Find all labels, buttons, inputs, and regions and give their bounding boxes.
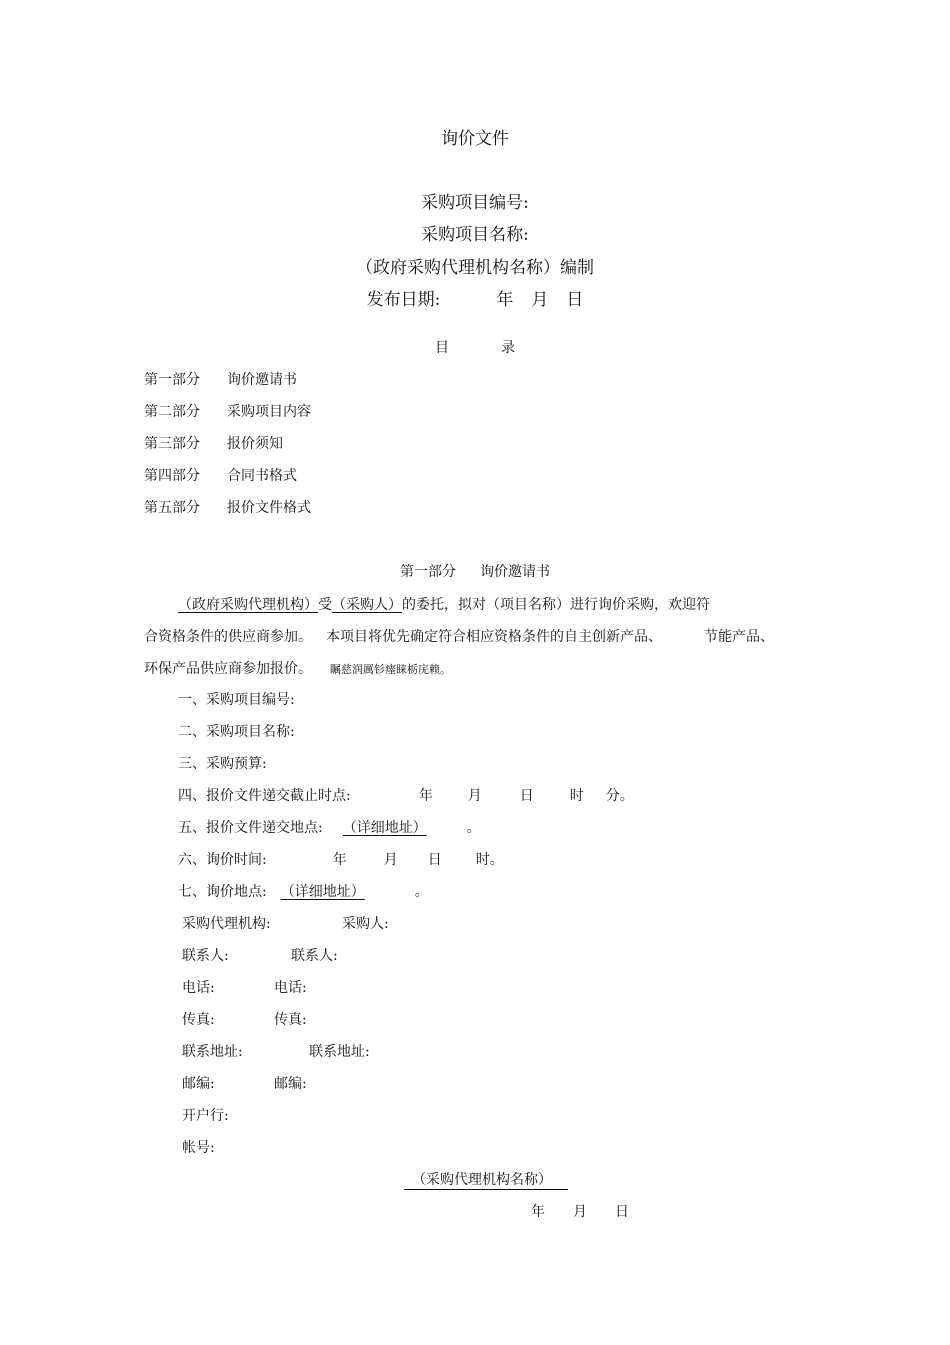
toc-item-name: 采购项目内容	[227, 404, 311, 420]
document-title: 询价文件	[441, 129, 509, 149]
toc-item-name: 报价须知	[227, 436, 283, 452]
toc-item	[144, 465, 297, 485]
section1-name: 询价邀请书	[480, 564, 550, 580]
submission-label: 五、报价文件递交地点:	[178, 820, 323, 836]
address-agency: 联系地址:	[182, 1044, 243, 1060]
toc-item	[144, 401, 311, 421]
deadline-minute: 分。	[605, 788, 634, 804]
intro-line-1-rest: 的委托，拟对（项目名称）进行询价采购，欢迎符	[402, 597, 710, 613]
toc-title	[0, 337, 950, 357]
zip-agency: 邮编:	[182, 1076, 215, 1092]
intro-line-2-c: 节能产品、	[704, 629, 774, 645]
toc-item	[144, 369, 297, 389]
item-project-name: 二、采购项目名称:	[178, 724, 295, 740]
inquiry-year: 年	[332, 852, 347, 868]
toc-item	[144, 497, 311, 517]
deadline-day: 日	[519, 788, 534, 804]
intro-line-3-b: 瞩慈润厲钐瘗睐栃庑赖。	[330, 663, 451, 676]
inquiry-month: 月	[383, 852, 398, 868]
cover-project-name: 采购项目名称:	[421, 225, 529, 245]
intro-line-3-a: 环保产品供应商参加报价。	[144, 661, 312, 677]
toc-item-part: 第三部分	[144, 436, 200, 452]
toc-item-part: 第二部分	[144, 404, 200, 420]
signature-agency	[404, 1169, 568, 1189]
purchaser-placeholder: （采购人）	[332, 597, 402, 613]
deadline-label: 四、报价文件递交截止时点:	[178, 788, 351, 804]
agency-placeholder: （政府采购代理机构）	[178, 597, 318, 613]
inquiry-hour: 时。	[475, 852, 504, 868]
item-submission-place	[178, 817, 481, 837]
deadline-month: 月	[467, 788, 482, 804]
toc-item-name: 报价文件格式	[227, 500, 311, 516]
toc-title-b: 录	[501, 340, 515, 356]
contact-purchaser: 采购人:	[342, 916, 389, 932]
signature-year: 年	[531, 1204, 545, 1220]
inquiry-time-label: 六、询价时间:	[178, 852, 267, 868]
toc-item	[144, 433, 283, 453]
signature-agency-name: （采购代理机构名称）	[404, 1172, 568, 1190]
item-deadline	[178, 785, 634, 805]
intro-line-2-b: 本项目将优先确定符合相应资格条件的自主创新产品、	[326, 629, 662, 645]
signature-month: 月	[573, 1204, 587, 1220]
deadline-hour: 时	[569, 788, 584, 804]
inquiry-address: （详细地址）	[280, 884, 365, 900]
contact-person-agency: 联系人:	[182, 948, 229, 964]
section1-part: 第一部分	[400, 564, 456, 580]
submission-address: （详细地址）	[342, 820, 427, 836]
account: 帐号:	[182, 1140, 215, 1156]
fax-agency: 传真:	[182, 1012, 215, 1028]
phone-purchaser: 电话:	[274, 980, 307, 996]
toc-item-part: 第五部分	[144, 500, 200, 516]
release-date-label: 发布日期:	[366, 290, 441, 310]
toc-item-part: 第一部分	[144, 372, 200, 388]
contact-agency: 采购代理机构:	[182, 916, 271, 932]
toc-title-a: 目	[435, 340, 449, 356]
shou-text: 受	[318, 597, 332, 613]
release-day: 日	[566, 290, 584, 310]
inquiry-place-end: 。	[414, 884, 429, 900]
intro-line-1	[178, 594, 710, 614]
item-budget: 三、采购预算:	[178, 756, 267, 772]
item-inquiry-place	[178, 881, 429, 901]
intro-line-2-a: 合资格条件的供应商参加。	[144, 629, 312, 645]
signature-day: 日	[615, 1204, 629, 1220]
fax-purchaser: 传真:	[274, 1012, 307, 1028]
toc-item-name: 询价邀请书	[227, 372, 297, 388]
item-project-number: 一、采购项目编号:	[178, 692, 295, 708]
inquiry-day: 日	[427, 852, 442, 868]
address-purchaser: 联系地址:	[309, 1044, 370, 1060]
submission-end: 。	[466, 820, 481, 836]
inquiry-place-label: 七、询价地点:	[178, 884, 267, 900]
cover-compiler: （政府采购代理机构名称）编制	[356, 258, 594, 278]
section1-title	[0, 561, 950, 581]
toc-item-name: 合同书格式	[227, 468, 297, 484]
phone-agency: 电话:	[182, 980, 215, 996]
bank: 开户行:	[182, 1108, 229, 1124]
intro-line-2	[144, 626, 774, 646]
intro-line-3	[144, 658, 451, 678]
deadline-year: 年	[418, 788, 433, 804]
cover-project-number: 采购项目编号:	[421, 193, 529, 213]
signature-date	[531, 1201, 629, 1221]
cover-release-date	[0, 285, 950, 310]
item-inquiry-time	[178, 849, 504, 869]
release-month: 月	[531, 290, 549, 310]
release-year: 年	[496, 290, 514, 310]
zip-purchaser: 邮编:	[274, 1076, 307, 1092]
toc-item-part: 第四部分	[144, 468, 200, 484]
contact-person-purchaser: 联系人:	[291, 948, 338, 964]
